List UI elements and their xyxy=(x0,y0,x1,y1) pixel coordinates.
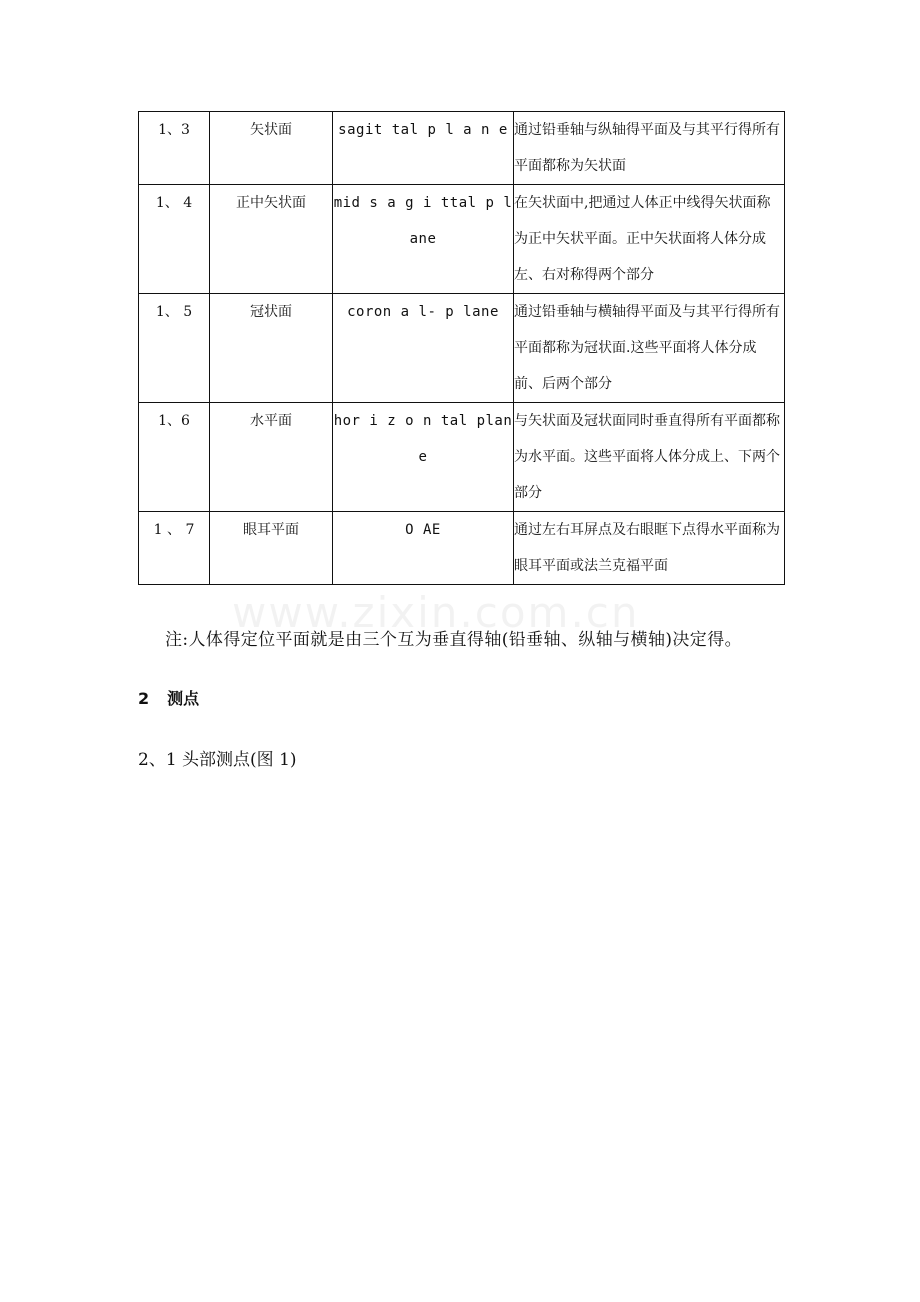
table-row xyxy=(139,112,785,185)
plane-definition: 与矢状面及冠状面同时垂直得所有平面都称为水平面。这些平面将人体分成上、下两个部分 xyxy=(514,403,785,512)
table-row xyxy=(139,294,785,403)
plane-definition: 在矢状面中,把通过人体正中线得矢状面称为正中矢状平面。正中矢状面将人体分成左、右对称得两个部分 xyxy=(514,185,785,294)
plane-name: 冠状面 xyxy=(210,294,333,403)
section-number: 2 xyxy=(138,689,150,708)
english-term: coron a l- p lane xyxy=(333,294,514,403)
plane-definition: 通过铅垂轴与横轴得平面及与其平行得所有平面都称为冠状面.这些平面将人体分成前、后两个部分 xyxy=(514,294,785,403)
plane-name: 正中矢状面 xyxy=(210,185,333,294)
table-row xyxy=(139,185,785,294)
plane-name: 水平面 xyxy=(210,403,333,512)
plane-definition: 通过左右耳屏点及右眼眶下点得水平面称为眼耳平面或法兰克福平面 xyxy=(514,512,785,585)
section-title: 测点 xyxy=(167,689,200,708)
english-term: sagit tal p l a n e xyxy=(333,112,514,185)
english-term: mid s a g i ttal p l ane xyxy=(333,185,514,294)
plane-name: 矢状面 xyxy=(210,112,333,185)
table-note: 注:人体得定位平面就是由三个互为垂直得轴(铅垂轴、纵轴与横轴)决定得。 xyxy=(165,630,742,650)
section-heading xyxy=(138,686,199,709)
table-row xyxy=(139,512,785,585)
row-number: 1、 4 xyxy=(139,185,210,294)
plane-name: 眼耳平面 xyxy=(210,512,333,585)
subsection-heading: 2、1 头部测点(图 1) xyxy=(138,750,297,770)
table-row xyxy=(139,403,785,512)
watermark: www.zixin.com.cn xyxy=(232,588,640,637)
row-number: 1 、 7 xyxy=(139,512,210,585)
row-number: 1、 5 xyxy=(139,294,210,403)
plane-definition: 通过铅垂轴与纵轴得平面及与其平行得所有平面都称为矢状面 xyxy=(514,112,785,185)
row-number: 1、6 xyxy=(139,403,210,512)
english-term: hor i z o n tal plan e xyxy=(333,403,514,512)
anatomical-planes-table xyxy=(138,111,785,585)
row-number: 1、3 xyxy=(139,112,210,185)
english-term: O AE xyxy=(333,512,514,585)
